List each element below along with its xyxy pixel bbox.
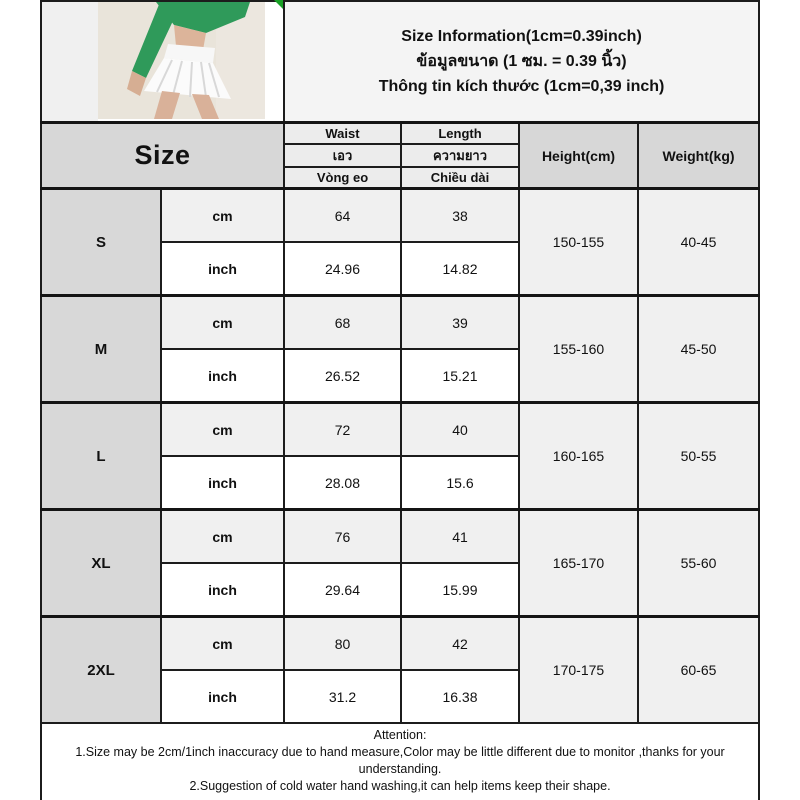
weight-value: 45-50 — [638, 296, 759, 403]
length-cm-value: 40 — [401, 403, 519, 457]
waist-header-vi: Vòng eo — [284, 167, 401, 189]
attention-title: Attention: — [373, 728, 427, 742]
length-inch-value: 16.38 — [401, 670, 519, 723]
unit-label-cm: cm — [161, 296, 284, 350]
skirt-model-illustration — [98, 2, 265, 119]
product-photo — [98, 2, 265, 121]
waist-inch-value: 29.64 — [284, 563, 401, 617]
height-value: 165-170 — [519, 510, 638, 617]
length-cm-value: 38 — [401, 189, 519, 243]
size-chart — [40, 0, 760, 800]
waist-inch-value: 28.08 — [284, 456, 401, 510]
weight-value: 50-55 — [638, 403, 759, 510]
height-column-header: Height(cm) — [519, 123, 638, 189]
size-cell: M — [41, 296, 161, 403]
size-info-header — [284, 1, 759, 123]
length-cm-value: 41 — [401, 510, 519, 564]
attention-note-1: 1.Size may be 2cm/1inch inaccuracy due to hand measure,Color may be little different due to monitor ,thanks for your understanding. — [75, 745, 725, 776]
size-cell: L — [41, 403, 161, 510]
size-cell: S — [41, 189, 161, 296]
table-row — [41, 403, 759, 457]
length-inch-value: 14.82 — [401, 242, 519, 296]
unit-label-cm: cm — [161, 617, 284, 671]
length-header-en: Length — [401, 123, 519, 145]
size-column-header: Size — [41, 123, 284, 189]
photo-left-margin — [42, 2, 98, 121]
table-row — [41, 617, 759, 671]
waist-inch-value: 24.96 — [284, 242, 401, 296]
length-header-th: ความยาว — [401, 144, 519, 167]
unit-label-inch: inch — [161, 242, 284, 296]
waist-header-th: เอว — [284, 144, 401, 167]
product-photo-cell — [41, 1, 284, 123]
unit-label-inch: inch — [161, 456, 284, 510]
green-corner-marker — [274, 0, 283, 9]
attention-section — [41, 723, 759, 800]
height-value: 170-175 — [519, 617, 638, 724]
height-value: 155-160 — [519, 296, 638, 403]
size-cell: XL — [41, 510, 161, 617]
size-info-line-th: ข้อมูลขนาด (1 ซม. = 0.39 นิ้ว) — [416, 53, 627, 70]
weight-column-header: Weight(kg) — [638, 123, 759, 189]
length-header-vi: Chiều dài — [401, 167, 519, 189]
length-cm-value: 42 — [401, 617, 519, 671]
top-band — [41, 1, 759, 123]
weight-value: 60-65 — [638, 617, 759, 724]
waist-inch-value: 31.2 — [284, 670, 401, 723]
size-table — [40, 0, 760, 800]
waist-cm-value: 64 — [284, 189, 401, 243]
size-info-line-vi: Thông tin kích thước (1cm=0,39 inch) — [378, 78, 665, 95]
unit-label-cm: cm — [161, 189, 284, 243]
waist-cm-value: 68 — [284, 296, 401, 350]
size-info-line-en: Size Information(1cm=0.39inch) — [401, 28, 642, 45]
attention-row — [41, 723, 759, 800]
waist-header-en: Waist — [284, 123, 401, 145]
unit-label-cm: cm — [161, 403, 284, 457]
height-value: 160-165 — [519, 403, 638, 510]
weight-value: 40-45 — [638, 189, 759, 296]
waist-cm-value: 72 — [284, 403, 401, 457]
waist-cm-value: 80 — [284, 617, 401, 671]
weight-value: 55-60 — [638, 510, 759, 617]
length-inch-value: 15.99 — [401, 563, 519, 617]
length-cm-value: 39 — [401, 296, 519, 350]
table-row — [41, 296, 759, 350]
unit-label-inch: inch — [161, 670, 284, 723]
length-inch-value: 15.21 — [401, 349, 519, 403]
size-cell: 2XL — [41, 617, 161, 724]
length-inch-value: 15.6 — [401, 456, 519, 510]
table-row — [41, 189, 759, 243]
attention-note-2: 2.Suggestion of cold water hand washing,it can help items keep their shape. — [189, 779, 611, 793]
unit-label-inch: inch — [161, 563, 284, 617]
waist-inch-value: 26.52 — [284, 349, 401, 403]
height-value: 150-155 — [519, 189, 638, 296]
table-row — [41, 510, 759, 564]
unit-label-cm: cm — [161, 510, 284, 564]
waist-cm-value: 76 — [284, 510, 401, 564]
unit-label-inch: inch — [161, 349, 284, 403]
